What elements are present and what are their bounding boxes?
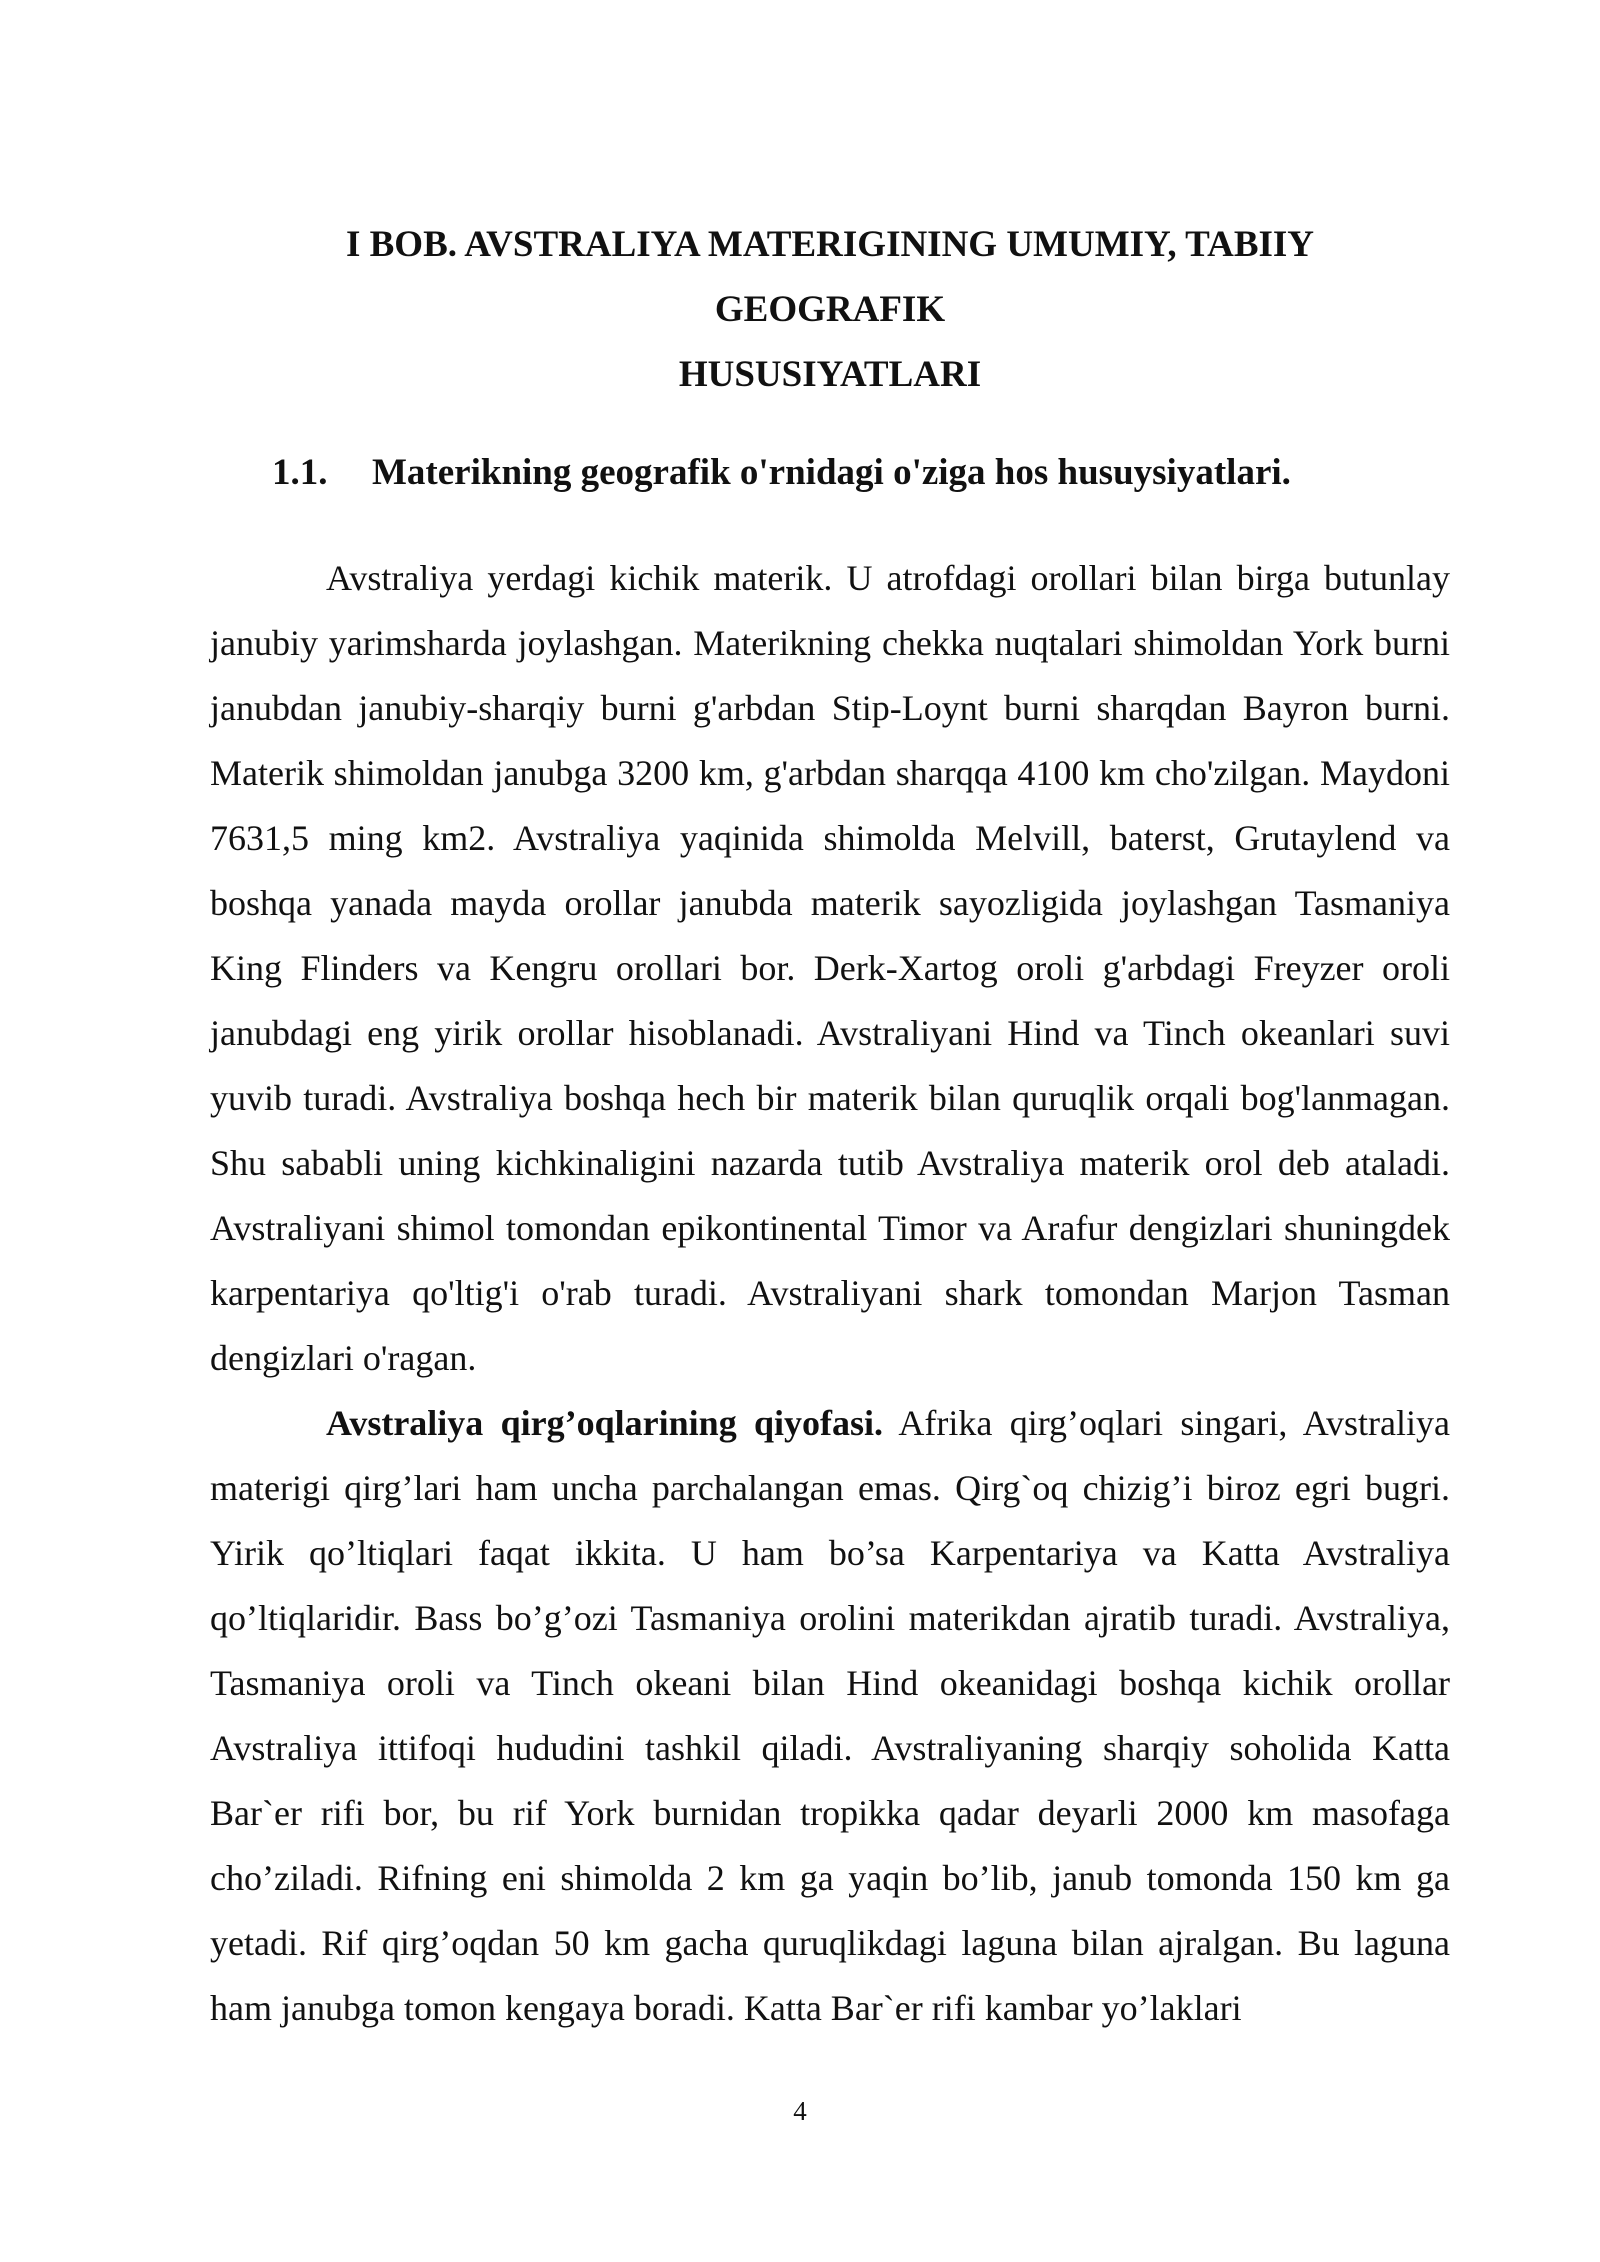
paragraph-1: Avstraliya yerdagi kichik materik. U atrofdagi orollari bilan birga butunlay janubiy yarimsharda joylashgan. Materikning chekka nuqtalari shimoldan York burni janubdan janubiy-sharqiy burni g'arbdan Stip-Loynt burni sharqdan Bayron burni. Materik shimoldan janubga 3200 km, g'arbdan sharqqa 4100 km cho'zilgan. Maydoni 7631,5 ming km2. Avstraliya yaqinida shimolda Melvill, baterst, Grutaylend va boshqa yanada mayda orollar janubda materik sayozligida joylashgan Tasmaniya King Flinders va Kengru orollari bor. Derk-Xartog oroli g'arbdagi Freyzer oroli janubdagi eng yirik orollar hisoblanadi. Avstraliyani Hind va Tinch okeanlari suvi yuvib turadi. Avstraliya boshqa hech bir materik bilan quruqlik orqali bog'lanmagan. Shu sababli uning kichkinaligini nazarda tutib Avstraliya materik orol deb ataladi. Avstraliyani shimol tomondan epikontinental Timor va Arafur dengizlari shuningdek karpentariya qo'ltig'i o'rab turadi. Avstraliyani shark tomondan Marjon Tasman dengizlari o'ragan. [210, 558, 1450, 1378]
chapter-title-line-2: GEOGRAFIK [714, 289, 946, 330]
section-number: 1.1. [272, 452, 328, 493]
chapter-title [210, 212, 1450, 407]
section-title: Materikning geografik o'rnidagi o'ziga hos husuysiyatlari. [372, 452, 1291, 493]
paragraph-2-lead: Avstraliya qirg’oqlarining qiyofasi. [326, 1403, 884, 1443]
chapter-title-line-3: HUSUSIYATLARI [678, 354, 982, 395]
section-heading [272, 443, 1291, 503]
paragraph-2 [210, 1391, 1450, 2041]
page-number: 4 [793, 2096, 807, 2126]
chapter-title-line-1: I BOB. AVSTRALIYA MATERIGINING UMUMIY, TABIIY [345, 224, 1315, 265]
paragraph-2-text: Afrika qirg’oqlari singari, Avstraliya materigi qirg’lari ham uncha parchalangan emas. Qirg`oq chizig’i biroz egri bugri. Yirik qo’ltiqlari faqat ikkita. U ham bo’sa Karpentariya va Katta Avstraliya qo’ltiqlaridir. Bass bo’g’ozi Tasmaniya orolini materikdan ajratib turadi. Avstraliya, Tasmaniya oroli va Tinch okeani bilan Hind okeanidagi boshqa kichik orollar Avstraliya ittifoqi hududini tashkil qiladi. Avstraliyaning sharqiy soholida Katta Bar`er rifi bor, bu rif York burnidan tropikka qadar deyarli 2000 km masofaga cho’ziladi. Rifning eni shimolda 2 km ga yaqin bo’lib, janub tomonda 150 km ga yetadi. Rif qirg’oqdan 50 km gacha quruqlikdagi laguna bilan ajralgan. Bu laguna ham janubga tomon kengaya boradi. Katta Bar`er rifi kambar yo’laklari [210, 1403, 1450, 2028]
body-text [210, 546, 1450, 2041]
